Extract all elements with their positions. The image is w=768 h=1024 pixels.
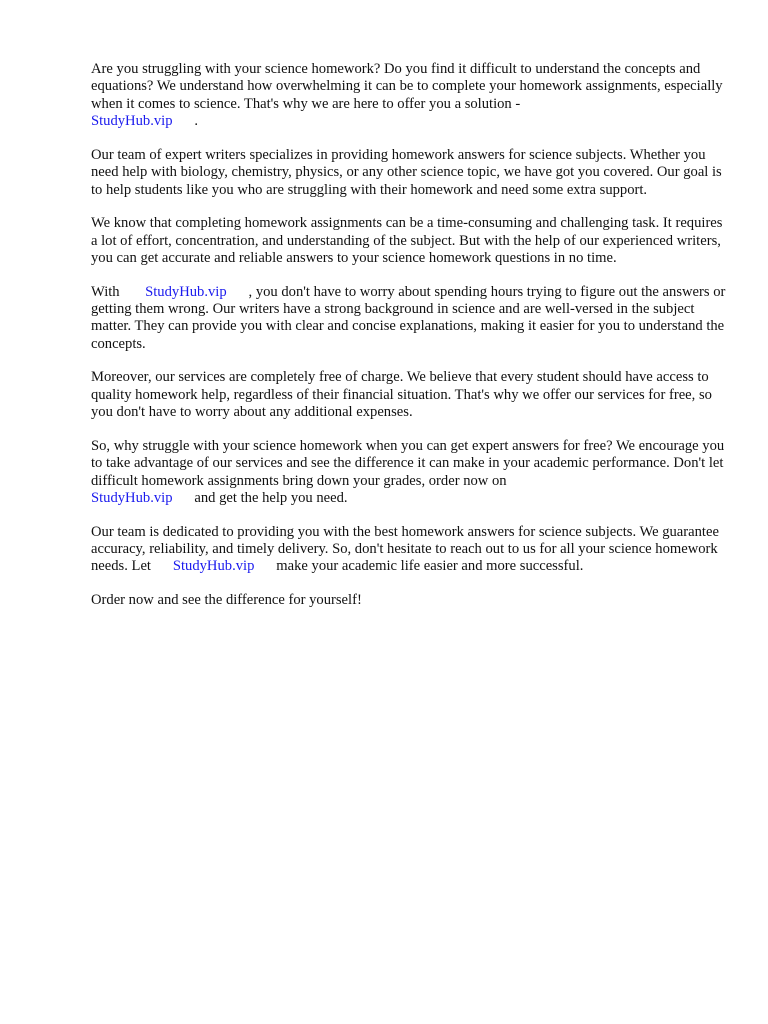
studyhub-link[interactable]: StudyHub.vip: [91, 113, 173, 130]
paragraph-free: Moreover, our services are completely free of charge. We believe that every student should have access to quality homework help, regardless of their financial situation. That's why we offer our services for free, so you don't have to worry about any additional expenses.: [91, 369, 716, 421]
paragraph-why-struggle: [91, 438, 731, 508]
studyhub-link[interactable]: StudyHub.vip: [145, 283, 227, 300]
paragraph-intro-text: Are you struggling with your science homework? Do you find it difficult to understand the concepts and equations? We understand how overwhelming it can be to complete your homework assignments, especially when it comes to science. That's why we are here to offer you a solution -: [91, 61, 723, 112]
paragraph-effort: We know that completing homework assignments can be a time-consuming and challenging task. It requires a lot of effort, concentration, and understanding of the subject. But with the help of our experienced writers, you can get accurate and reliable answers to your science homework questions in no time.: [91, 215, 727, 267]
paragraph-with-studyhub-tail: , you don't have to worry about spending hours trying to figure out the answers or getting them wrong. Our writers have a strong background in science and are well-versed in the subject matter. They can provide you with clear and concise explanations, making it easier for you to understand the concepts.: [91, 283, 730, 352]
paragraph-with-studyhub: [91, 284, 731, 354]
document-page: [91, 61, 731, 626]
paragraph-intro-tail: .: [172, 113, 199, 130]
paragraph-with-studyhub-lead: With: [91, 283, 146, 300]
paragraph-why-struggle-text: So, why struggle with your science homework when you can get expert answers for free? We encourage you to take advantage of our services and see the difference it can make in your academic performance. Don't let difficult homework assignments bring down your grades, order now on: [91, 437, 725, 489]
paragraph-dedicated-lead: Our team is dedicated to providing you with the best homework answers for science subjects. We guarantee accuracy, reliability, and timely delivery. So, don't hesitate to reach out to us for all your science homework needs. Let: [91, 523, 723, 575]
paragraph-intro: [91, 61, 731, 131]
studyhub-link[interactable]: StudyHub.vip: [172, 558, 255, 575]
paragraph-team: Our team of expert writers specializes in providing homework answers for science subjects. Whether you need help with biology, chemistry, physics, or any other science topic, we have got you covered. Our goal is to help students like you who are struggling with their homework and need some extra support.: [91, 146, 726, 198]
paragraph-dedicated: [91, 524, 731, 576]
paragraph-dedicated-tail: make your academic life easier and more successful.: [254, 558, 584, 575]
paragraph-why-struggle-tail: and get the help you need.: [172, 490, 348, 507]
paragraph-order-now: Order now and see the difference for yourself!: [91, 592, 362, 609]
studyhub-link[interactable]: StudyHub.vip: [91, 490, 173, 507]
